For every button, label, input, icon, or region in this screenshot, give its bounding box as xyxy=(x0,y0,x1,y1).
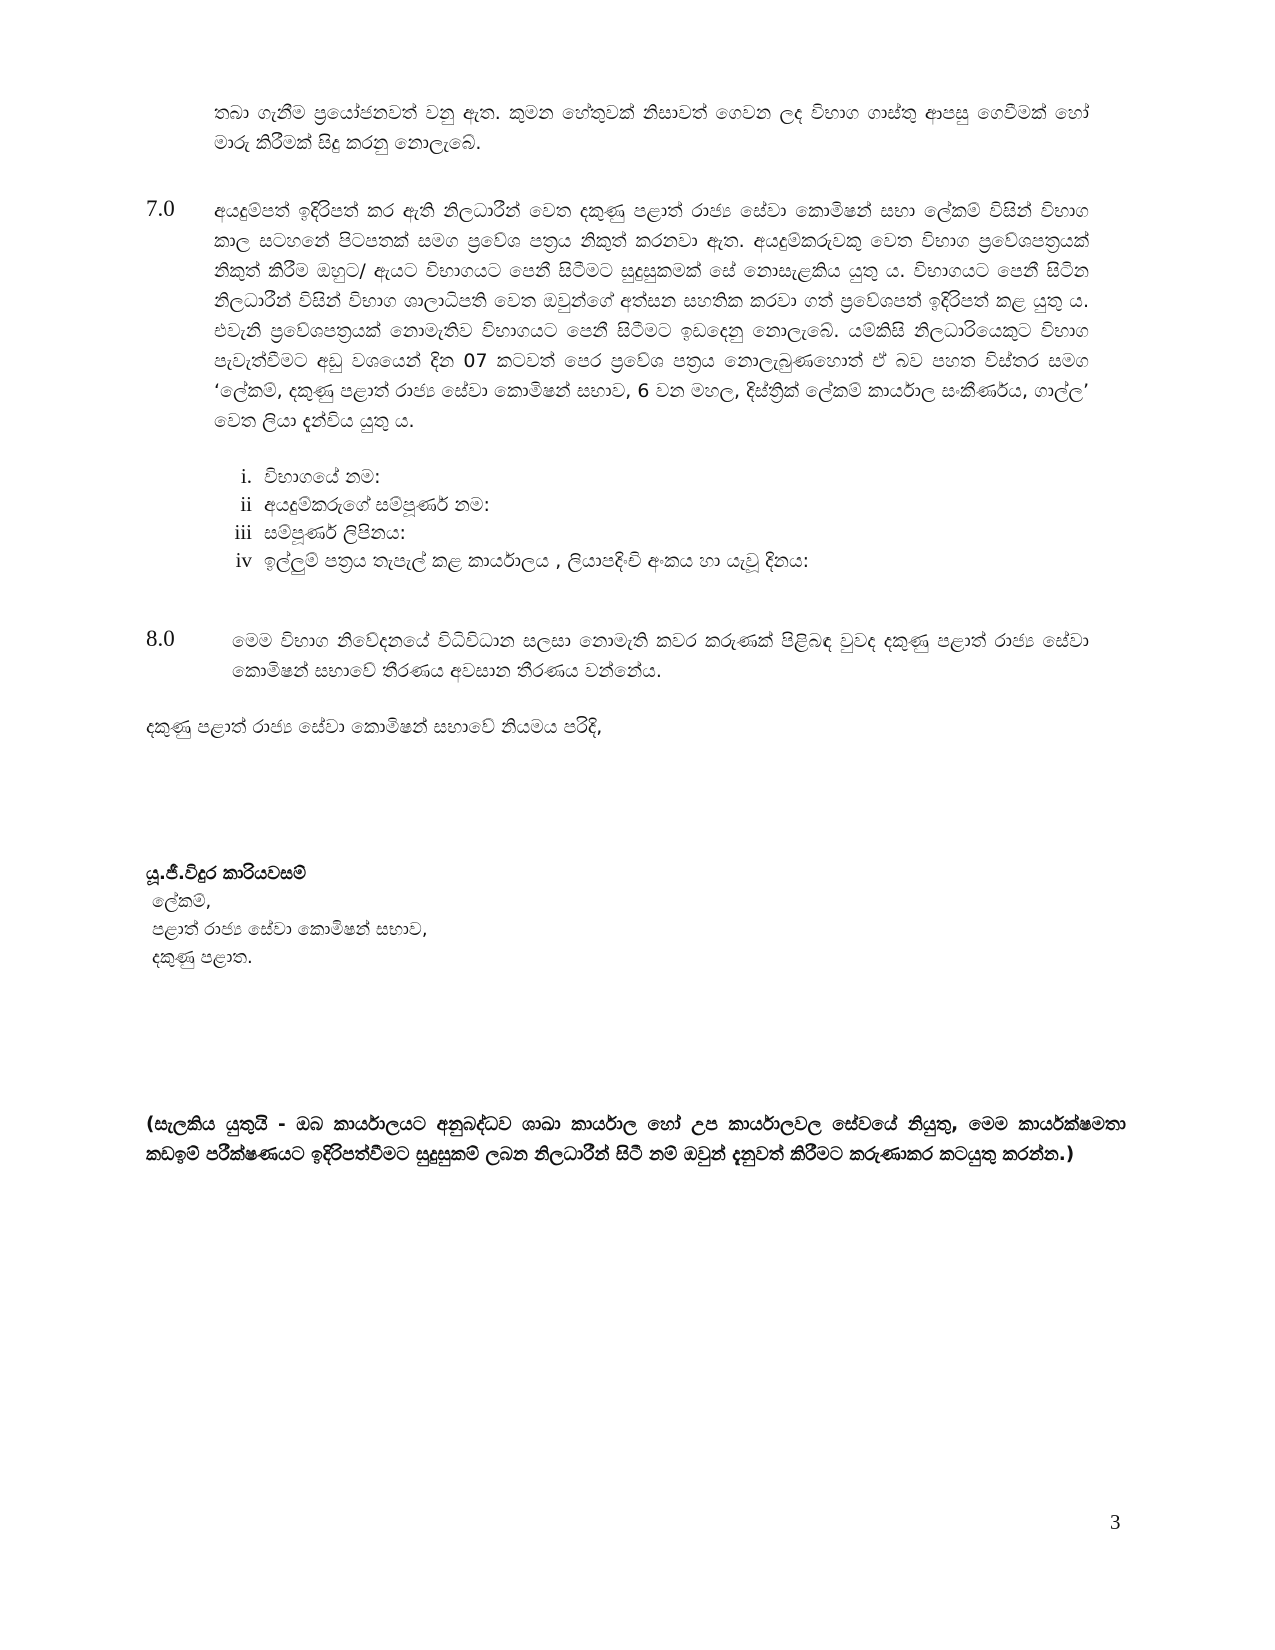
list-item xyxy=(222,518,406,547)
note-paragraph: (සැලකිය යුතුයි - ඔබ කාර්යාලයට අනුබද්ධව ශාඛා කාර්යාල හෝ උප කාර්යාලවල සේවයේ නියුතු, මෙම කාර්යක්ෂමතා කඩඉම් පරීක්ෂණයට ඉදිරිපත්වීමට සුදුසුකම් ලබන නිලධාරීන් සිටී නම් ඔවුන් දැනුවත් කිරීමට කරුණාකර කටයුතු කරන්න.) xyxy=(146,1114,1126,1165)
list-item-label: අයදුම්කරුගේ සම්පූර්ණ නම: xyxy=(264,494,490,516)
section-8-paragraph: මෙම විභාග නිවේදනයේ විධිවිධාන සලසා නොමැති කවර කරුණක් පිළිබඳ වුවද දකුණු පළාත් රාජ්‍ය සේවා කොමිෂන් සභාවේ තීරණය අවසාන තීරණය වන්නේය. xyxy=(232,630,1089,682)
section-7-paragraph: අයදුම්පත් ඉදිරිපත් කර ඇති නිලධාරීන් වෙත දකුණු පළාත් රාජ්‍ය සේවා කොමිෂන් සභා ලේකම් විසින් විභාග කාල සටහනේ පිටපතක් සමග ප්‍රවේශ පත්‍රය නිකුත් කරනවා ඇත. අයදුම්කරුවකු වෙත විභාග ප්‍රවේශපත්‍රයක් නිකුත් කිරීම ඔහුට/ ඇයට විභාගයට පෙනී සිටීමට සුදුසුකමක් සේ නොසැළකිය යුතු ය. විභාගයට පෙනී සිටින නිලධාරීන් විසින් විභාග ශාලාධිපති වෙත ඔවුන්ගේ අත්සන සහතික කරවා ගත් ප්‍රවේශපත් ඉදිරිපත් කළ යුතු ය. එවැනි ප්‍රවේශපත්‍රයක් නොමැතිව විභාගයට පෙනී සිටීමට ඉඩදෙනු නොලැබේ. යම්කිසි නිලධාරියෙකුට විභාග පැවැත්වීමට අඩු වශයෙන් දින 07 කටවත් පෙර ප්‍රවේශ පත්‍රය නොලැබුණහොත් ඒ බව පහත විස්තර සමග ‘ලේකම්, දකුණු පළාත් රාජ්‍ය සේවා කොමිෂන් සභාව, 6 වන මහල, දිස්ත්‍රික් ලේකම් කාර්යාල සංකීර්ණය, ගාල්ල’ වෙත ලියා දැන්විය යුතු ය. xyxy=(214,200,1089,432)
list-item-label: සම්පූර්ණ ලිපිනය: xyxy=(264,522,406,544)
signatory-province: දකුණු පළාත. xyxy=(152,947,253,968)
section-7-number: 7.0 xyxy=(146,196,175,221)
list-item-label: විභාගයේ නම: xyxy=(264,466,381,488)
list-item-number: iv xyxy=(235,548,252,572)
list-item xyxy=(222,490,490,519)
list-item-number: i. xyxy=(240,464,252,488)
signatory-name: යූ.ජී.විදුර කාරියවසම් xyxy=(146,863,307,884)
list-item xyxy=(222,462,381,491)
signatory-title: ලේකම්, xyxy=(152,891,212,912)
order-line: දකුණු පළාත් රාජ්‍ය සේවා කොමිෂන් සභාවේ නියමය පරිදි, xyxy=(146,716,603,738)
page-number: 3 xyxy=(1110,1510,1121,1534)
list-item-label: ඉල්ලුම් පත්‍රය තැපැල් කළ කාර්යාලය , ලියාපදිංචි අංකය හා යැවූ දිනය: xyxy=(264,550,810,572)
section-8-number: 8.0 xyxy=(146,626,175,651)
list-item xyxy=(222,546,809,575)
signatory-office: පළාත් රාජ්‍ය සේවා කොමිෂන් සභාව, xyxy=(152,919,428,940)
signature-block xyxy=(146,860,428,972)
list-item-number: iii xyxy=(234,520,252,544)
intro-paragraph: තබා ගැනීම ප්‍රයෝජනවත් වනු ඇත. කුමන හේතුවක් නිසාවත් ගෙවන ලද විභාග ගාස්තු ආපසු ගෙවීමක් හෝ මාරු කිරීමක් සිදු කරනු නොලැබේ. xyxy=(214,102,1089,154)
list-item-number: ii xyxy=(240,492,252,516)
